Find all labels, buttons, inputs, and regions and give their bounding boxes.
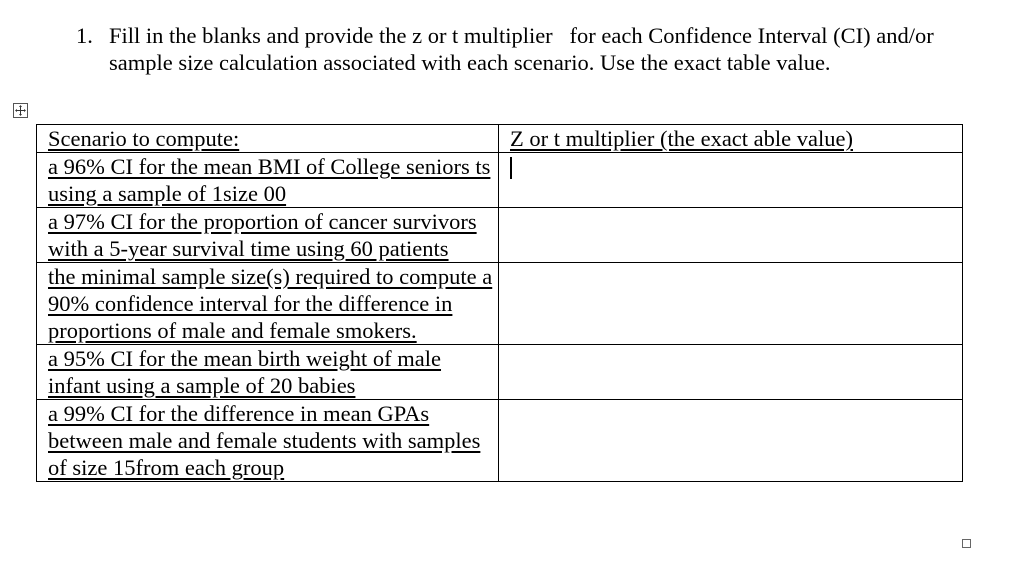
scenario-text: a 95% CI for the mean birth weight of male infant using a sample of 20 babies — [48, 346, 442, 398]
scenario-text: a 96% CI for the mean BMI of College seniors ts using a sample of 1size 00 — [48, 154, 491, 206]
scenario-cell[interactable] — [37, 345, 499, 400]
scenario-cell[interactable] — [37, 153, 499, 208]
scenario-text: the minimal sample size(s) required to compute a 90% confidence interval for the difference in proportions of male and female smokers. — [48, 264, 493, 343]
table-header-row — [37, 125, 963, 153]
scenario-cell[interactable] — [37, 400, 499, 482]
multiplier-cell[interactable] — [499, 400, 963, 482]
scenario-cell[interactable] — [37, 263, 499, 345]
multiplier-cell[interactable] — [499, 153, 963, 208]
table-row — [37, 263, 963, 345]
text-cursor — [510, 157, 512, 179]
header-multiplier-label: Z or t multiplier (the exact able value) — [510, 126, 853, 151]
scenario-cell[interactable] — [37, 208, 499, 263]
table-move-handle-icon[interactable] — [13, 103, 28, 118]
table-resize-handle-icon[interactable] — [962, 539, 971, 548]
question-text: Fill in the blanks and provide the z or t multiplier for each Confidence Interval (CI) and/or sample size calculation associated with each scenario. Use the exact table value. — [109, 23, 951, 75]
question-number: 1. — [76, 23, 93, 48]
multiplier-cell[interactable] — [499, 263, 963, 345]
header-scenario-label: Scenario to compute: — [48, 126, 240, 151]
header-scenario-cell[interactable] — [37, 125, 499, 153]
multiplier-cell[interactable] — [499, 208, 963, 263]
scenario-table — [36, 124, 963, 482]
header-multiplier-cell[interactable] — [499, 125, 963, 153]
multiplier-cell[interactable] — [499, 345, 963, 400]
table-row — [37, 400, 963, 482]
table-row — [37, 153, 963, 208]
table-row — [37, 345, 963, 400]
scenario-text: a 97% CI for the proportion of cancer survivors with a 5-year survival time using 60 patients — [48, 209, 477, 261]
scenario-text: a 99% CI for the difference in mean GPAs between male and female students with samples of size 15from each group — [48, 401, 481, 480]
question-block — [76, 22, 956, 76]
table-row — [37, 208, 963, 263]
